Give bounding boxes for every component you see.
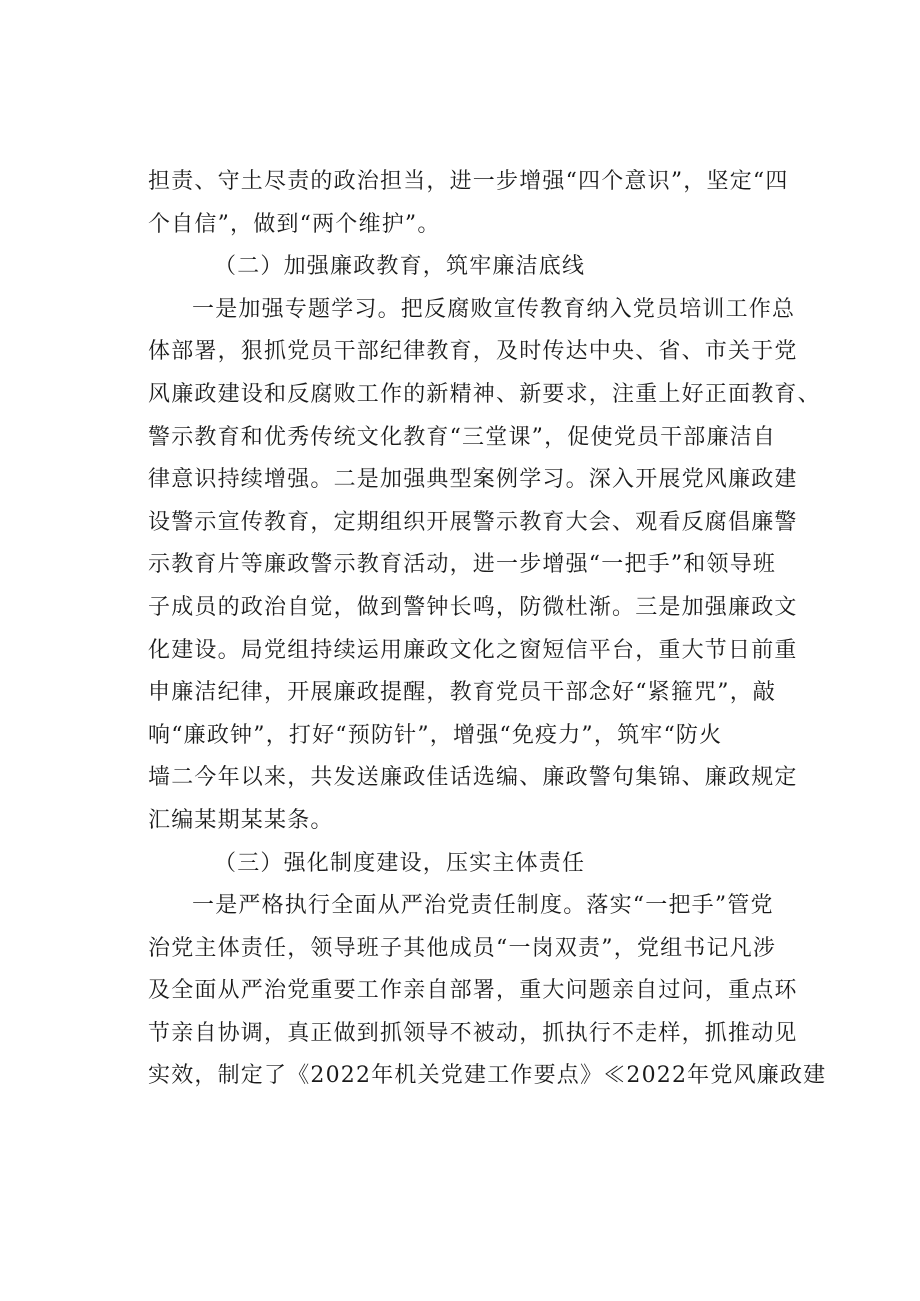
body-line: 汇编某期某某条。 <box>148 807 334 833</box>
section-heading: （三）强化制度建设，压实主体责任 <box>214 850 586 876</box>
body-line: 及全面从严治党重要工作亲自部署，重大问题亲自过问，重点环 <box>148 978 798 1004</box>
body-line: 响“廉政钟”，打好“预防针”，增强“免疫力”，筑牢“防火 <box>148 722 723 748</box>
body-line: 个自信”，做到“两个维护”。 <box>148 211 441 237</box>
body-line: 墙二今年以来，共发送廉政佳话选编、廉政警句集锦、廉政规定 <box>148 765 798 791</box>
body-line: 体部署，狠抓党员干部纪律教育，及时传达中央、省、市关于党 <box>148 339 798 365</box>
body-line: 警示教育和优秀传统文化教育“三堂课”，促使党员干部廉洁自 <box>148 424 777 450</box>
body-line: 治党主体责任，领导班子其他成员“一岗双责”，党组书记凡涉 <box>148 935 777 961</box>
body-line: 子成员的政治自觉，做到警钟长鸣，防微杜渐。三是加强廉政文 <box>148 594 798 620</box>
body-line: 设警示宣传教育，定期组织开展警示教育大会、观看反腐倡廉警 <box>148 509 798 535</box>
paragraph-first-line: 一是严格执行全面从严治党责任制度。落实“一把手”管党 <box>192 893 774 919</box>
document-body <box>148 161 827 1098</box>
section-heading: （二）加强廉政教育，筑牢廉洁底线 <box>214 254 586 280</box>
body-line: 实效，制定了《2022年机关党建工作要点》≪2022年党风廉政建 <box>148 1063 827 1089</box>
body-line: 化建设。局党组持续运用廉政文化之窗短信平台，重大节日前重 <box>148 637 798 663</box>
body-line: 示教育片等廉政警示教育活动，进一步增强“一把手”和领导班 <box>148 552 777 578</box>
body-line: 担责、守土尽责的政治担当，进一步增强“四个意识”，坚定“四 <box>148 169 789 194</box>
body-line: 风廉政建设和反腐败工作的新精神、新要求，注重上好正面教育、 <box>148 381 821 407</box>
body-line: 申廉洁纪律，开展廉政提醒，教育党员干部念好“紧箍咒”，敲 <box>148 680 777 706</box>
body-line: 律意识持续增强。二是加强典型案例学习。深入开展党风廉政建 <box>148 467 798 493</box>
body-line: 节亲自协调，真正做到抓领导不被动，抓执行不走样，抓推动见 <box>148 1020 798 1046</box>
paragraph-first-line: 一是加强专题学习。把反腐败宣传教育纳入党员培训工作总 <box>192 296 796 322</box>
